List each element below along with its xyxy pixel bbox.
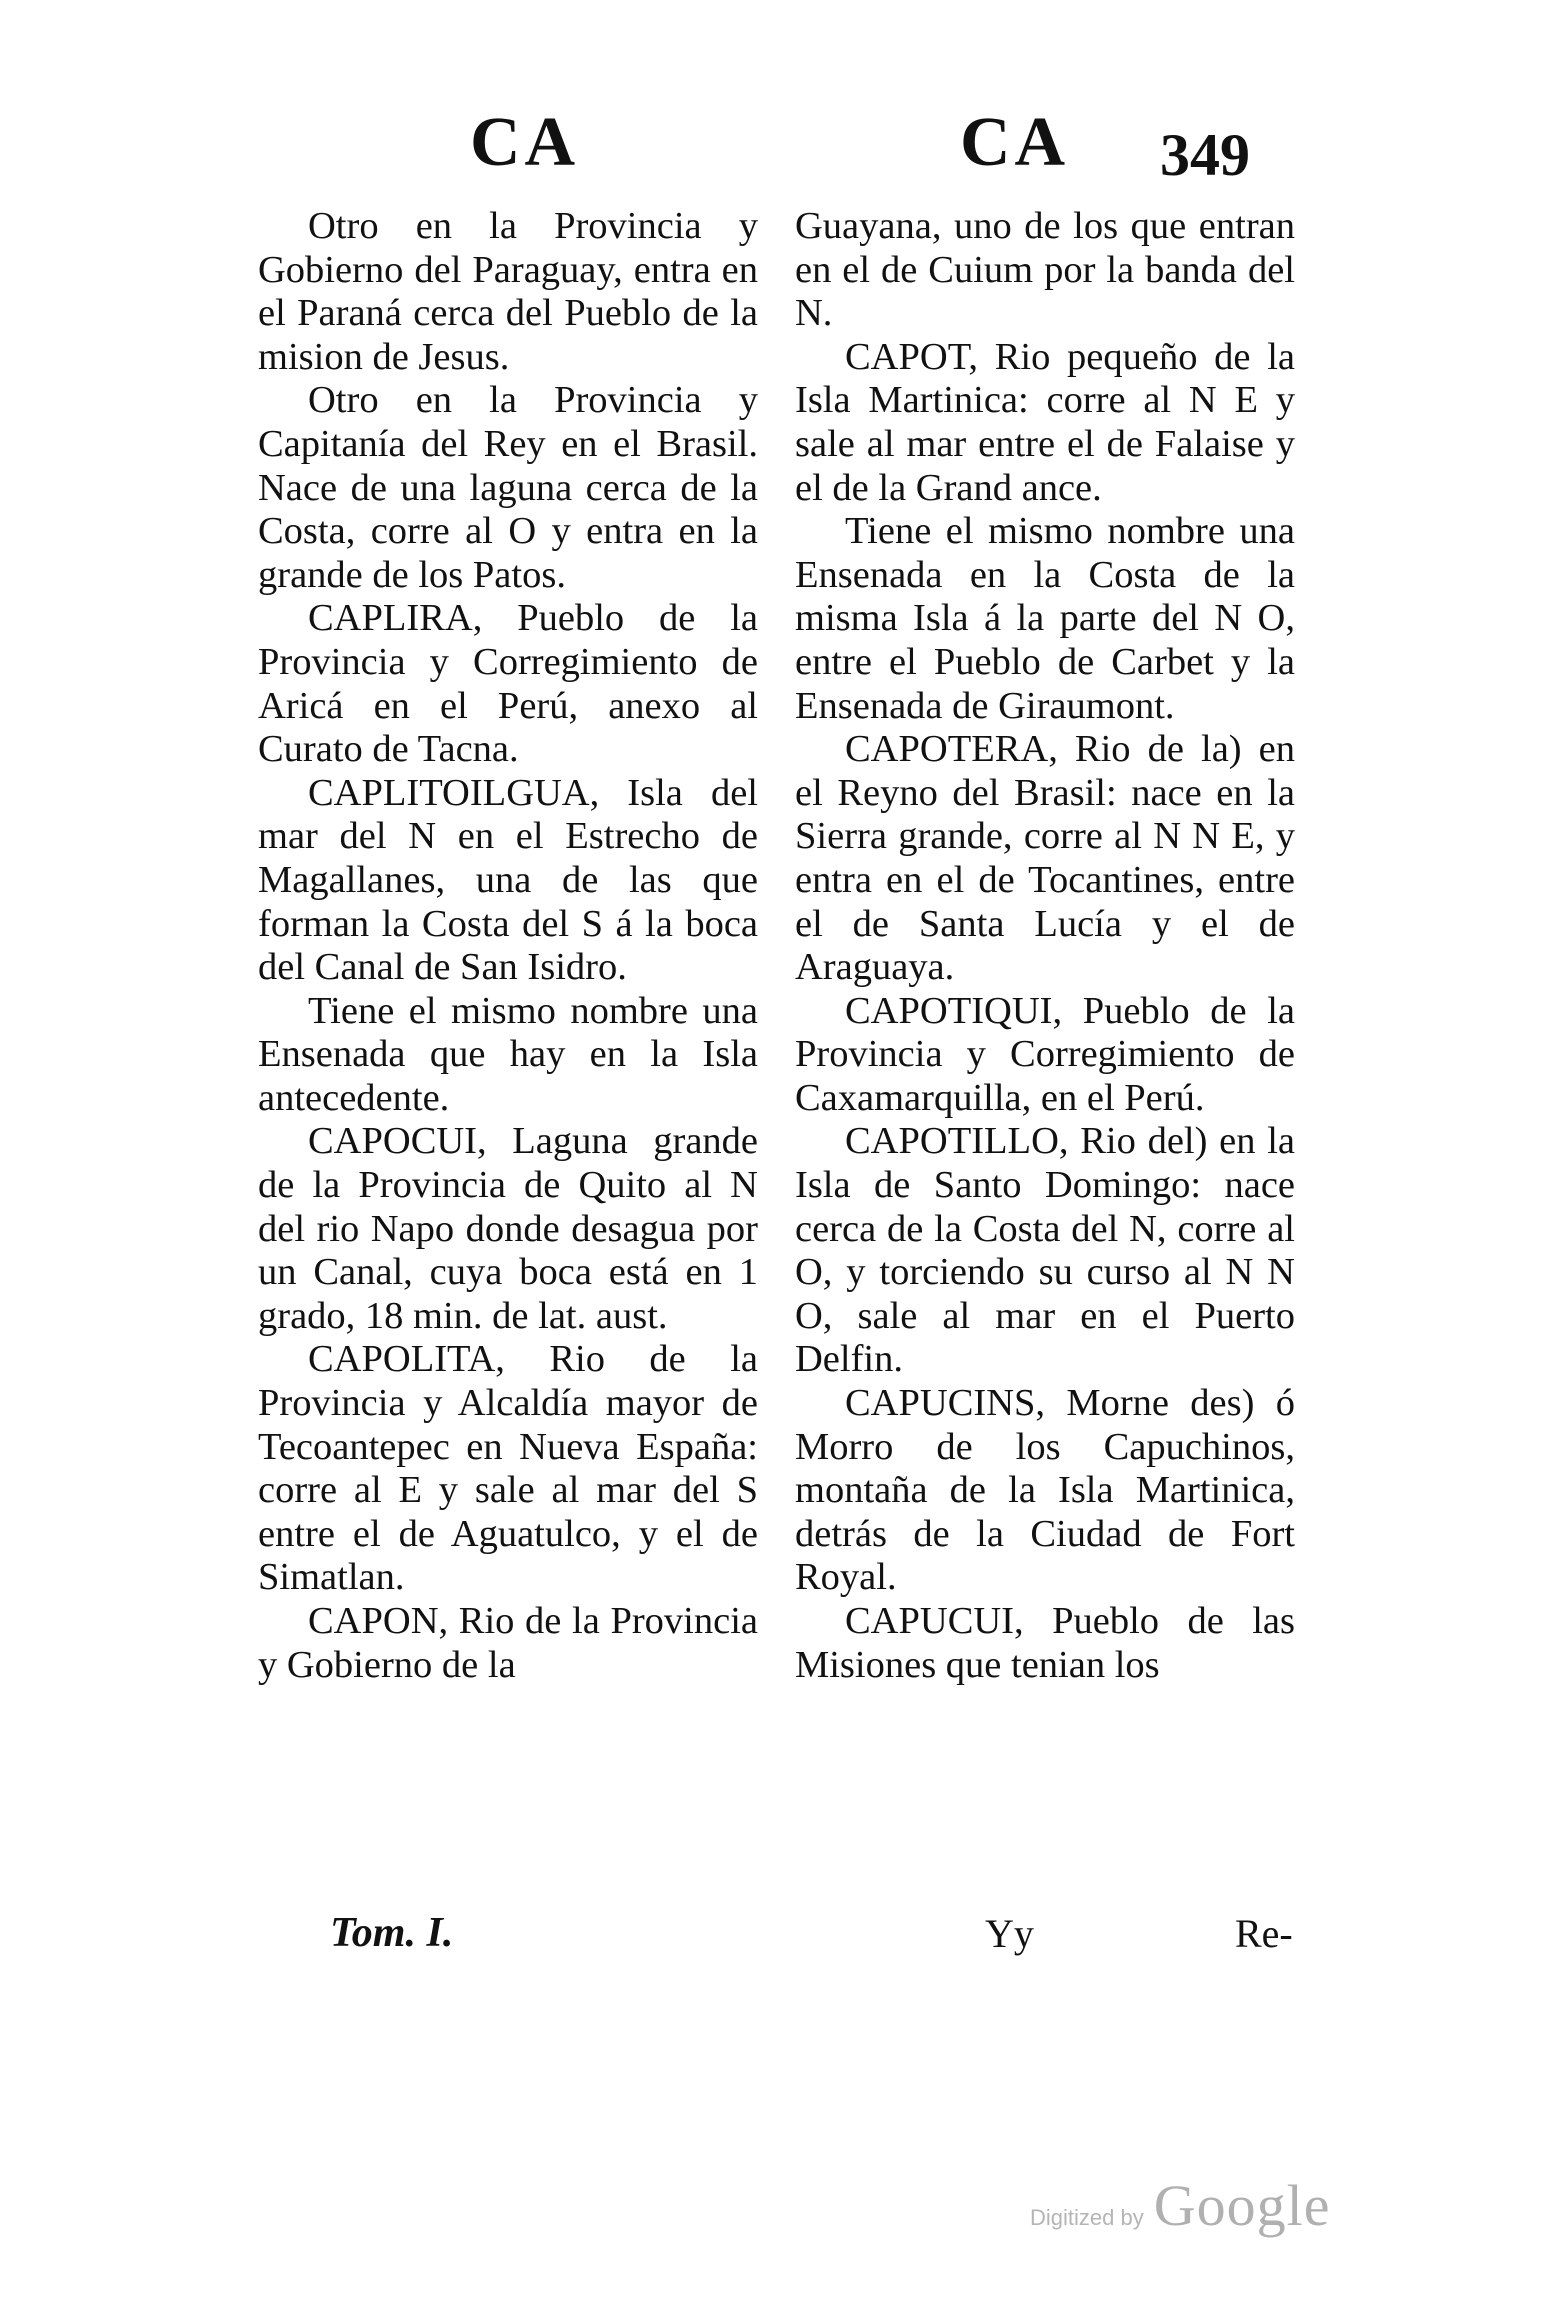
entry-capotera: CAPOTERA, Rio de la) en el Reyno del Brasil: nace en la Sierra grande, corre al N N E, y entra en el de Tocantines, entre el de Santa Lucía y el de Araguaya. (795, 728, 1295, 989)
entry-caplira: CAPLIRA, Pueblo de la Provincia y Corregimiento de Aricá en el Perú, anexo al Curato de Tacna. (258, 597, 758, 771)
entry-capotillo: CAPOTILLO, Rio del) en la Isla de Santo Domingo: nace cerca de la Costa del N, corre al O, y torciendo su curso al N N O, sale al mar en el Puerto Delfin. (795, 1120, 1295, 1381)
entry-otro-paraguay: Otro en la Provincia y Gobierno del Paraguay, entra en el Paraná cerca del Pueblo de la mision de Jesus. (258, 205, 758, 378)
right-column (795, 205, 1295, 1687)
signature-mark: Yy (985, 1911, 1034, 1956)
entry-capon: CAPON, Rio de la Provincia y Gobierno de la (258, 1600, 758, 1686)
google-logo: Google (1153, 2173, 1331, 2238)
catchword: Re- (1235, 1911, 1293, 1956)
entry-capocui: CAPOCUI, Laguna grande de la Provincia de Quito al N del rio Napo donde desagua por un Canal, cuya boca está en 1 grado, 18 min. de lat. aust. (258, 1120, 758, 1337)
digitized-label: Digitized by (1030, 2205, 1144, 2230)
page-number: 349 (1160, 122, 1250, 188)
entry-capucui: CAPUCUI, Pueblo de las Misiones que tenian los (795, 1600, 1295, 1686)
entry-caplitoilgua: CAPLITOILGUA, Isla del mar del N en el Estrecho de Magallanes, una de las que forman la Costa del S á la boca del Canal de San Isidro. (258, 771, 758, 989)
entry-capotiqui: CAPOTIQUI, Pueblo de la Provincia y Corregimiento de Caxamarquilla, en el Perú. (795, 989, 1295, 1119)
entry-capolita: CAPOLITA, Rio de la Provincia y Alcaldía mayor de Tecoantepec en Nueva España: corre al E y sale al mar del S entre el de Aguatulco, y el de Simatlan. (258, 1338, 758, 1599)
entry-capot: CAPOT, Rio pequeño de la Isla Martinica: corre al N E y sale al mar entre el de Falaise y el de la Grand ance. (795, 335, 1295, 509)
entry-guayana-continuation: Guayana, uno de los que entran en el de Cuium por la banda del N. (795, 205, 1295, 335)
digitized-watermark (1030, 2172, 1330, 2239)
left-column (258, 205, 758, 1687)
running-head-right: CA (960, 104, 1070, 181)
entry-capucins: CAPUCINS, Morne des) ó Morro de los Capuchinos, montaña de la Isla Martinica, detrás de la Ciudad de Fort Royal. (795, 1382, 1295, 1599)
entry-ensenada-martinica: Tiene el mismo nombre una Ensenada en la Costa de la misma Isla á la parte del N O, entre el Pueblo de Carbet y la Ensenada de Giraumont. (795, 510, 1295, 727)
entry-ensenada-isla: Tiene el mismo nombre una Ensenada que hay en la Isla antecedente. (258, 989, 758, 1119)
volume-mark: Tom. I. (330, 1910, 454, 1956)
entry-otro-brasil: Otro en la Provincia y Capitanía del Rey en el Brasil. Nace de una laguna cerca de la Costa, corre al O y entra en la grande de los Patos. (258, 379, 758, 596)
running-head-left: CA (470, 104, 580, 181)
